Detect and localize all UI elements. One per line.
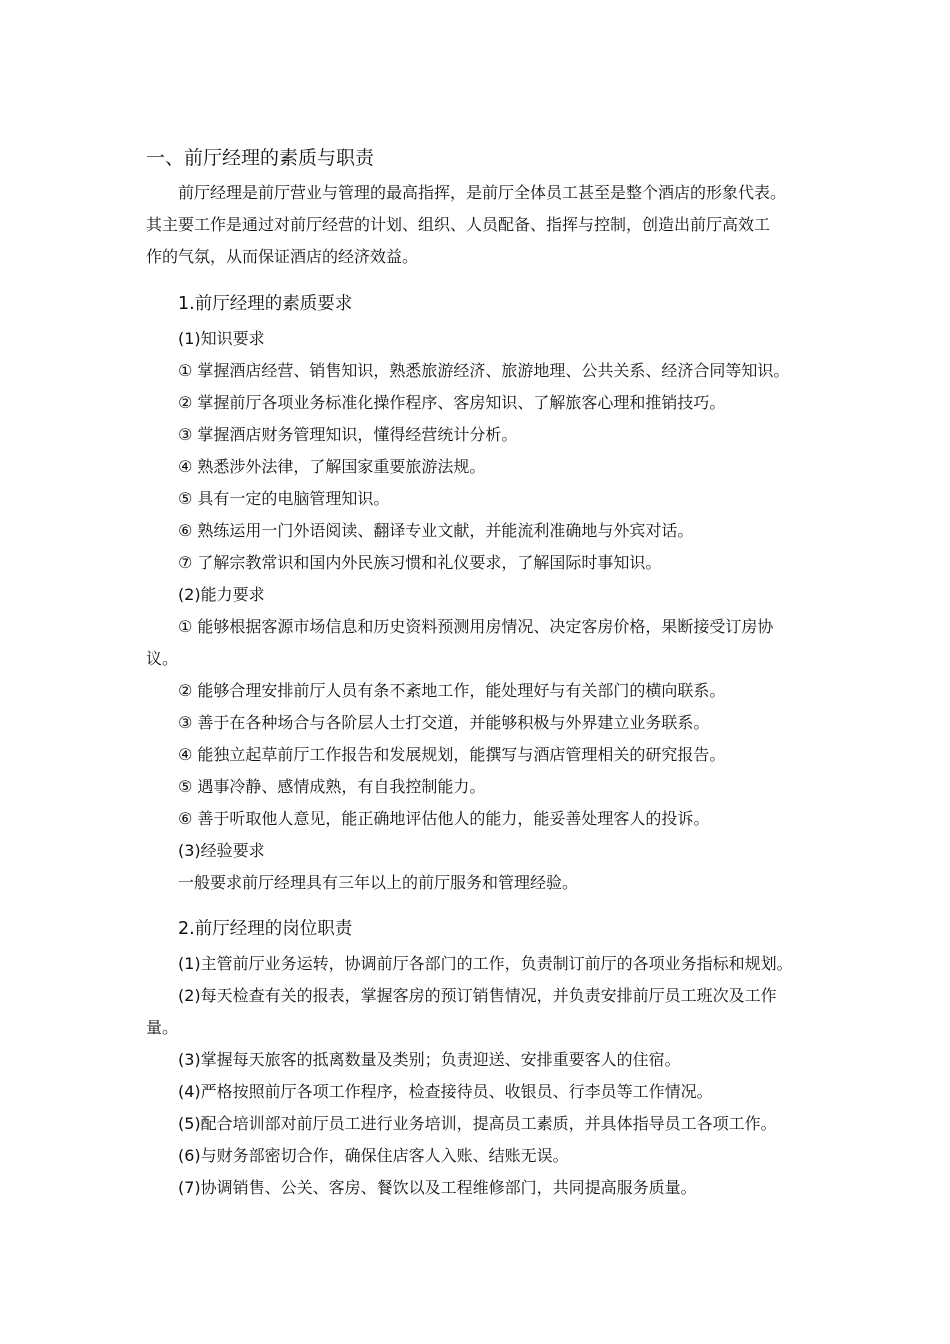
knowledge-item-6: ⑥ 熟练运用一门外语阅读、翻译专业文献，并能流利准确地与外宾对话。 [178, 521, 694, 540]
duty-item-4: (4)严格按照前厅各项工作程序，检查接待员、收银员、行李员等工作情况。 [178, 1082, 713, 1101]
knowledge-item-7: ⑦ 了解宗教常识和国内外民族习惯和礼仪要求，了解国际时事知识。 [178, 553, 662, 572]
ability-item-3: ③ 善于在各种场合与各阶层人士打交道，并能够积极与外界建立业务联系。 [178, 713, 710, 732]
section-heading: 一、前厅经理的素质与职责 [146, 147, 375, 169]
ability-item-4: ④ 能独立起草前厅工作报告和发展规划，能撰写与酒店管理相关的研究报告。 [178, 745, 726, 764]
ability-item-2: ② 能够合理安排前厅人员有条不紊地工作，能处理好与有关部门的横向联系。 [178, 681, 726, 700]
duty-item-1: (1)主管前厅业务运转，协调前厅各部门的工作，负责制订前厅的各项业务指标和规划。 [178, 954, 793, 973]
duty-item-6: (6)与财务部密切合作，确保住店客人入账、结账无误。 [178, 1146, 569, 1165]
duty-item-2-continued: 量。 [146, 1018, 179, 1037]
knowledge-item-1: ① 掌握酒店经营、销售知识，熟悉旅游经济、旅游地理、公共关系、经济合同等知识。 [178, 361, 790, 380]
ability-item-1: ① 能够根据客源市场信息和历史资料预测用房情况、决定客房价格，果断接受订房协 [178, 617, 774, 636]
knowledge-title: (1)知识要求 [178, 329, 265, 348]
ability-item-5: ⑤ 遇事冷静、感情成熟，有自我控制能力。 [178, 777, 486, 796]
knowledge-item-3: ③ 掌握酒店财务管理知识，懂得经营统计分析。 [178, 425, 518, 444]
experience-title: (3)经验要求 [178, 841, 265, 860]
subsection-title-duties: 2.前厅经理的岗位职责 [178, 919, 353, 939]
experience-text: 一般要求前厅经理具有三年以上的前厅服务和管理经验。 [178, 873, 579, 892]
knowledge-item-4: ④ 熟悉涉外法律，了解国家重要旅游法规。 [178, 457, 486, 476]
ability-item-1-continued: 议。 [146, 649, 179, 668]
duty-item-2: (2)每天检查有关的报表，掌握客房的预订销售情况，并负责安排前厅员工班次及工作 [178, 986, 777, 1005]
ability-title: (2)能力要求 [178, 585, 265, 604]
knowledge-item-2: ② 掌握前厅各项业务标准化操作程序、客房知识、了解旅客心理和推销技巧。 [178, 393, 726, 412]
ability-item-6: ⑥ 善于听取他人意见，能正确地评估他人的能力，能妥善处理客人的投诉。 [178, 809, 710, 828]
intro-line-2: 其主要工作是通过对前厅经营的计划、组织、人员配备、指挥与控制，创造出前厅高效工 [146, 215, 771, 234]
intro-line-1: 前厅经理是前厅营业与管理的最高指挥，是前厅全体员工甚至是整个酒店的形象代表。 [178, 183, 787, 202]
subsection-title-qualities: 1.前厅经理的素质要求 [178, 294, 353, 314]
duty-item-5: (5)配合培训部对前厅员工进行业务培训，提高员工素质，并具体指导员工各项工作。 [178, 1114, 777, 1133]
knowledge-item-5: ⑤ 具有一定的电脑管理知识。 [178, 489, 390, 508]
intro-line-3: 作的气氛，从而保证酒店的经济效益。 [146, 247, 419, 266]
duty-item-7: (7)协调销售、公关、客房、餐饮以及工程维修部门，共同提高服务质量。 [178, 1178, 697, 1197]
duty-item-3: (3)掌握每天旅客的抵离数量及类别；负责迎送、安排重要客人的住宿。 [178, 1050, 681, 1069]
